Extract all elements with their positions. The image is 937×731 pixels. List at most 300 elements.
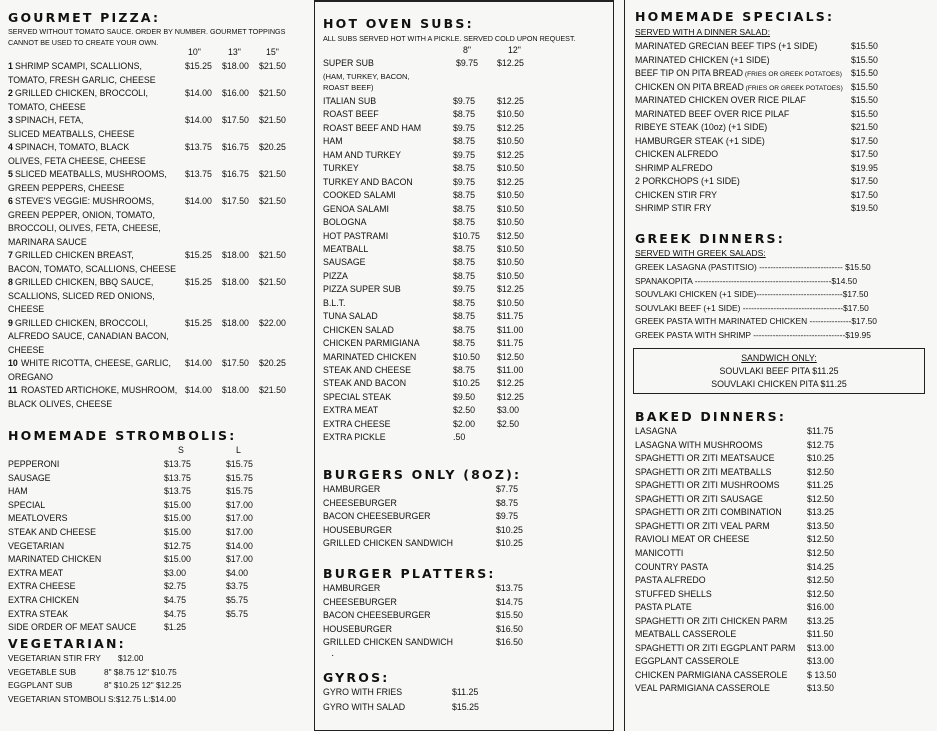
special-name: SHRIMP STIR FRY — [635, 203, 712, 213]
pizza-item-name: ROASTED ARTICHOKE, MUSHROOM, — [21, 385, 178, 395]
greek-item: GREEK LASAGNA (PASTITSIO) ------------------------------ $15.50 — [635, 262, 871, 272]
price-8: .50 — [453, 432, 466, 443]
price-12: $10.50 — [497, 203, 524, 214]
baked-name: LASAGNA — [635, 426, 677, 436]
stromboli-name: SPECIAL — [8, 499, 46, 510]
sub-row — [315, 351, 613, 365]
price-8: $10.75 — [453, 230, 480, 241]
special-row — [625, 94, 937, 108]
sub-name: TUNA SALAD — [323, 311, 378, 322]
burger-row-price: $10.25 — [496, 538, 523, 548]
price-13: $17.50 — [222, 358, 249, 368]
burger-row-name: CHEESEBURGER — [323, 497, 397, 508]
subs-note: ALL SUBS SERVED HOT WITH A PICKLE. SERVED COLD UPON REQUEST. — [323, 34, 576, 43]
price-10: $14.00 — [185, 385, 212, 395]
stromboli-row — [0, 499, 300, 513]
pizza-number: 5 — [8, 169, 13, 179]
greek-item: GREEK PASTA WITH SHRIMP ---------------------------------$19.95 — [635, 329, 871, 340]
special-name: MARINATED GRECIAN BEEF TIPS (+1 SIDE) — [635, 41, 818, 51]
pizza-number: 2 — [8, 88, 13, 98]
sub-name: B.L.T. — [323, 297, 346, 308]
price-small: $15.00 — [164, 527, 191, 537]
sandwich-only-box — [633, 348, 925, 394]
pizza-item-name: BROCCOLI, OLIVES, FETA, CHEESE, — [8, 223, 161, 233]
price-12: $10.50 — [497, 217, 524, 228]
baked-name: COUNTRY PASTA — [635, 561, 709, 572]
price-small: $15.00 — [164, 513, 191, 524]
special-name: MARINATED BEEF OVER RICE PILAF — [635, 108, 790, 119]
price-12: $10.50 — [497, 109, 524, 120]
baked-name: SPAGHETTI OR ZITI MEATSAUCE — [635, 453, 775, 464]
sub-row — [315, 377, 613, 391]
baked-name: SPAGHETTI OR ZITI EGGPLANT PARM — [635, 642, 796, 653]
gourmet-pizza-title: GOURMET PIZZA: — [8, 10, 161, 25]
price-small: $4.75 — [164, 608, 187, 619]
stromboli-row — [0, 567, 300, 581]
column-left — [0, 0, 300, 731]
stromboli-row — [0, 458, 300, 472]
price-small: $13.75 — [164, 459, 191, 469]
burger-row-name: HOUSEBURGER — [323, 524, 392, 535]
price-small: $4.75 — [164, 595, 187, 605]
vegetarian-name: VEGETARIAN STIR FRY — [8, 653, 101, 663]
platter-row — [315, 623, 613, 637]
special-row — [625, 148, 937, 162]
pizza-number: 10 — [8, 358, 18, 368]
stromboli-row — [0, 512, 300, 526]
sub-row — [315, 404, 613, 418]
platter-row-price: $16.50 — [496, 623, 523, 634]
special-name: CHICKEN ALFREDO — [635, 149, 719, 159]
size-12: 12" — [508, 45, 521, 55]
baked-name: EGGPLANT CASSEROLE — [635, 656, 739, 667]
sub-name: TURKEY AND BACON — [323, 176, 413, 187]
platter-row-price: $16.50 — [496, 637, 523, 647]
sub-name: COOKED SALAMI — [323, 190, 396, 201]
price-12: $10.50 — [497, 257, 524, 268]
sub-name: HOT PASTRAMI — [323, 230, 389, 241]
baked-price: $12.50 — [807, 466, 834, 477]
price-large: $15.75 — [226, 486, 253, 497]
sub-row — [315, 310, 613, 324]
baked-price: $13.50 — [807, 683, 834, 694]
sub-name: HAM — [323, 136, 343, 147]
price-15: $21.50 — [259, 115, 286, 125]
special-row — [625, 202, 937, 216]
homemade-specials-title: HOMEMADE SPECIALS: — [635, 9, 835, 24]
gourmet-pizza-note: SERVED WITHOUT TOMATO SAUCE. ORDER BY NUMBER. GOURMET TOPPINGS CANNOT BE USED TO CREATE YOUR OWN. — [8, 27, 286, 47]
baked-row — [625, 493, 937, 507]
greek-row — [625, 329, 937, 343]
price-small: $13.75 — [164, 472, 191, 483]
pizza-item — [0, 276, 300, 290]
price-15: $21.50 — [259, 88, 286, 98]
price-small: $3.00 — [164, 567, 187, 578]
pizza-item — [0, 87, 300, 101]
sub-row — [315, 283, 613, 297]
gyros-title: GYROS: — [323, 670, 390, 685]
baked-row — [625, 615, 937, 629]
greek-row — [625, 302, 937, 316]
price-large: $5.75 — [226, 608, 249, 619]
price-8: $9.50 — [453, 391, 476, 402]
baked-name: MANICOTTI — [635, 547, 684, 558]
baked-row — [625, 466, 937, 480]
special-name: BEEF TIP ON PITA BREAD (FRIES OR GREEK POTATOES) — [635, 68, 842, 78]
baked-name: RAVIOLI MEAT OR CHEESE — [635, 534, 750, 545]
baked-name: LASAGNA WITH MUSHROOMS — [635, 439, 763, 450]
sub-name: ITALIAN SUB — [323, 96, 377, 106]
baked-name: CHICKEN PARMIGIANA CASSEROLE — [635, 669, 788, 680]
baked-row — [625, 588, 937, 602]
pizza-number: 11 — [8, 385, 18, 395]
price-12: $10.50 — [497, 190, 524, 201]
sub-name: SPECIAL STEAK — [323, 391, 392, 402]
baked-row — [625, 669, 937, 683]
vegetarian-title: VEGETARIAN: — [8, 636, 126, 651]
price-13: $18.00 — [222, 277, 249, 287]
sub-row — [315, 108, 613, 122]
size-8: 8" — [463, 45, 472, 55]
price-13: $18.00 — [222, 61, 249, 71]
price-small: $13.75 — [164, 486, 191, 497]
sub-name: STEAK AND CHEESE — [323, 365, 411, 375]
pizza-item-name: GREEN PEPPER, ONION, TOMATO, — [8, 209, 155, 220]
baked-row — [625, 642, 937, 656]
pizza-item-name: GREEN PEPPERS, CHEESE — [8, 182, 125, 193]
special-name: SHRIMP ALFREDO — [635, 162, 713, 173]
sandwich-line-beef: SOUVLAKI BEEF PITA $11.25 — [719, 366, 839, 376]
pizza-item-desc — [0, 263, 300, 277]
baked-price: $16.00 — [807, 602, 834, 613]
sandwich-only-title: SANDWICH ONLY: — [741, 353, 817, 363]
price-8: $8.75 — [453, 136, 476, 147]
price-13: $18.00 — [222, 385, 249, 395]
sub-name: MEATBALL — [323, 243, 369, 254]
pizza-item — [0, 141, 300, 155]
greek-dinners-title: GREEK DINNERS: — [635, 231, 785, 246]
stromboli-row — [0, 594, 300, 608]
burger-row-price: $8.75 — [496, 497, 519, 508]
price-15: $21.50 — [259, 61, 286, 71]
pizza-item-name: GRILLED CHICKEN BREAST, — [15, 250, 134, 260]
price-10: $13.75 — [185, 169, 212, 179]
price-12: $12.25 — [497, 391, 524, 402]
price-8: $8.75 — [453, 257, 476, 268]
price-15: $20.25 — [259, 142, 286, 152]
vegetarian-row — [0, 693, 300, 707]
baked-row — [625, 425, 937, 439]
stromboli-size-header — [0, 444, 300, 458]
special-name: CHICKEN STIR FRY — [635, 189, 717, 200]
pizza-item-desc — [0, 236, 300, 250]
sub-row — [315, 162, 613, 176]
sub-row — [315, 122, 613, 136]
baked-price: $11.75 — [807, 426, 834, 436]
baked-dinners-title: BAKED DINNERS: — [635, 409, 787, 424]
baked-price: $13.00 — [807, 642, 834, 653]
stromboli-row — [0, 580, 300, 594]
pizza-item — [0, 195, 300, 209]
baked-name: PASTA PLATE — [635, 602, 692, 613]
special-price: $19.50 — [851, 203, 878, 213]
price-small: $15.00 — [164, 499, 191, 510]
column-right — [624, 0, 937, 731]
baked-row — [625, 533, 937, 547]
baked-row — [625, 506, 937, 520]
special-price: $21.50 — [851, 122, 878, 132]
special-row — [625, 121, 937, 135]
greek-item: SOUVLAKI CHICKEN (+1 SIDE)-------------------------------$17.50 — [635, 289, 869, 299]
sub-name: GENOA SALAMI — [323, 203, 389, 214]
price-10: $15.25 — [185, 277, 212, 287]
baked-name: SPAGHETTI OR ZITI MUSHROOMS — [635, 480, 780, 491]
burger-row-price: $7.75 — [496, 484, 519, 494]
burger-row-name: HAMBURGER — [323, 484, 381, 494]
pizza-size-header — [0, 46, 300, 60]
baked-name: PASTA ALFREDO — [635, 575, 706, 586]
vegetarian-row — [0, 679, 300, 693]
pizza-item-name: SPINACH, TOMATO, BLACK — [15, 142, 130, 152]
price-12: $12.25 — [497, 176, 524, 187]
baked-row — [625, 574, 937, 588]
size-15: 15" — [266, 47, 279, 57]
stromboli-row — [0, 472, 300, 486]
burger-row — [315, 510, 613, 524]
baked-price: $10.25 — [807, 453, 834, 464]
pizza-item-name: GRILLED CHICKEN, BROCCOLI, — [15, 88, 148, 98]
pizza-number: 6 — [8, 196, 13, 206]
sub-row — [315, 149, 613, 163]
special-name: RIBEYE STEAK (10oz) (+1 SIDE) — [635, 122, 768, 132]
baked-price: $12.50 — [807, 588, 834, 599]
baked-row — [625, 479, 937, 493]
special-price: $15.50 — [851, 81, 878, 92]
baked-price: $14.25 — [807, 561, 834, 572]
price-small: $1.25 — [164, 622, 187, 633]
sub-row — [315, 297, 613, 311]
price-12: $12.25 — [497, 122, 524, 133]
pizza-item — [0, 60, 300, 74]
pizza-number: 1 — [8, 61, 13, 71]
price-10: $14.00 — [185, 358, 212, 368]
platter-row — [315, 596, 613, 610]
special-name: 2 PORKCHOPS (+1 SIDE) — [635, 176, 740, 186]
price-13: $16.75 — [222, 169, 249, 179]
price-10: $14.00 — [185, 115, 212, 125]
baked-name: SPAGHETTI OR ZITI COMBINATION — [635, 507, 782, 518]
strombolis-title: HOMEMADE STROMBOLIS: — [8, 428, 237, 443]
pizza-item-name: STEVE'S VEGGIE: MUSHROOMS, — [15, 196, 155, 206]
size-10: 10" — [188, 47, 201, 57]
baked-price: $11.25 — [807, 480, 834, 491]
stromboli-row — [0, 485, 300, 499]
baked-row — [625, 682, 937, 696]
stromboli-name: EXTRA CHEESE — [8, 581, 76, 592]
greek-item: SOUVLAKI BEEF (+1 SIDE) ------------------------------------$17.50 — [635, 302, 869, 313]
sub-name: STEAK AND BACON — [323, 378, 407, 389]
price-15: $21.50 — [259, 385, 286, 395]
vegetarian-price: $12.00 — [118, 653, 144, 663]
platter-row — [315, 609, 613, 623]
pizza-item — [0, 114, 300, 128]
price-8: $9.75 — [453, 284, 476, 295]
price-large: $4.00 — [226, 567, 249, 578]
baked-row — [625, 601, 937, 615]
baked-name: STUFFED SHELLS — [635, 588, 712, 599]
sub-name: ROAST BEEF — [323, 109, 379, 120]
pizza-item-desc — [0, 209, 300, 223]
price-12: $10.50 — [497, 297, 524, 308]
pizza-item — [0, 317, 300, 331]
pizza-item-name: SLICED MEATBALLS, MUSHROOMS, — [15, 169, 167, 179]
pizza-item-name: SCALLIONS, SLICED RED ONIONS, — [8, 290, 155, 301]
vegetarian-price: S:$12.75 L:$14.00 — [108, 693, 176, 704]
gyro-row-price: $11.25 — [452, 687, 479, 697]
price-10: $14.00 — [185, 196, 212, 206]
price-12: $11.75 — [497, 311, 524, 322]
baked-row — [625, 452, 937, 466]
baked-row — [625, 628, 937, 642]
baked-price: $12.75 — [807, 439, 834, 450]
sub-row — [315, 230, 613, 244]
baked-price: $13.25 — [807, 615, 834, 626]
size-l: L — [236, 445, 241, 455]
special-price: $15.50 — [851, 108, 878, 119]
special-price: $15.50 — [851, 54, 878, 65]
price-large: $17.00 — [226, 499, 253, 510]
price-12: $12.25 — [497, 149, 524, 160]
sub-name: PIZZA SUPER SUB — [323, 284, 401, 295]
super-sub-desc: (HAM, TURKEY, BACON, ROAST BEEF) — [323, 72, 410, 92]
burger-row-price: $10.25 — [496, 524, 523, 535]
pizza-item-desc — [0, 182, 300, 196]
price-13: $18.00 — [222, 317, 249, 328]
stromboli-name: SAUSAGE — [8, 472, 51, 483]
price-8: $8.75 — [453, 365, 476, 375]
sub-name: EXTRA PICKLE — [323, 432, 386, 443]
stromboli-name: PEPPERONI — [8, 459, 60, 469]
vegetarian-name: VEGETARIAN STOMBOLI — [8, 693, 106, 704]
sub-row — [315, 243, 613, 257]
price-large: $15.75 — [226, 472, 253, 483]
special-row — [625, 67, 937, 81]
platter-row-name: HAMBURGER — [323, 583, 381, 593]
special-price: $17.50 — [851, 176, 878, 186]
price-12: $12.25 — [497, 378, 524, 389]
pizza-item-desc — [0, 74, 300, 88]
sub-name: PIZZA — [323, 270, 348, 281]
special-row — [625, 108, 937, 122]
baked-name: MEATBALL CASSEROLE — [635, 629, 737, 640]
price-8: $8.75 — [453, 217, 476, 228]
platter-row-name: CHEESEBURGER — [323, 596, 397, 607]
price-15: $21.50 — [259, 196, 286, 206]
sub-row — [315, 431, 613, 445]
price-8: $8.75 — [453, 338, 476, 349]
price-8: $8.75 — [453, 324, 476, 335]
stromboli-name: SIDE ORDER OF MEAT SAUCE — [8, 622, 137, 633]
price-large: $5.75 — [226, 595, 249, 605]
stromboli-row — [0, 540, 300, 554]
vegetarian-price: 8" $10.25 12" $12.25 — [104, 680, 182, 691]
price-large: $17.00 — [226, 527, 253, 537]
price-large: $3.75 — [226, 581, 249, 592]
pizza-number: 4 — [8, 142, 13, 152]
specials-subtitle: SERVED WITH A DINNER SALAD: — [635, 27, 770, 37]
stromboli-name: HAM — [8, 486, 28, 497]
price-8: $10.25 — [453, 378, 480, 389]
sub-name: SAUSAGE — [323, 257, 366, 268]
pizza-item-desc — [0, 303, 300, 317]
special-row — [625, 189, 937, 203]
pizza-item-name: MARINARA SAUCE — [8, 236, 87, 247]
price-large: $15.75 — [226, 459, 253, 469]
special-price: $17.50 — [851, 135, 878, 146]
bullet-mark: · — [331, 650, 335, 661]
price-15: $21.50 — [259, 169, 286, 179]
baked-price: $12.50 — [807, 493, 834, 504]
platter-row-name: GRILLED CHICKEN SANDWICH — [323, 637, 454, 647]
baked-row — [625, 520, 937, 534]
sub-name: BOLOGNA — [323, 217, 367, 228]
size-13: 13" — [228, 47, 241, 57]
price-8: $8.75 — [453, 109, 476, 120]
baked-price: $ 13.50 — [807, 669, 837, 680]
special-name: HAMBURGER STEAK (+1 SIDE) — [635, 135, 765, 146]
sub-row — [315, 189, 613, 203]
stromboli-row — [0, 526, 300, 540]
pizza-item-name: CHEESE — [8, 304, 45, 314]
burger-row — [315, 524, 613, 538]
price-15: $20.25 — [259, 358, 286, 368]
price-10: $13.75 — [185, 142, 212, 152]
price-8: $9.75 — [453, 96, 476, 106]
greek-row — [625, 275, 937, 289]
special-price: $15.50 — [851, 68, 878, 78]
greek-item: SPANAKOPITA -------------------------------------------------$14.50 — [635, 275, 857, 286]
sub-row — [315, 418, 613, 432]
gyro-row-name: GYRO WITH SALAD — [323, 702, 406, 712]
platter-row-price: $13.75 — [496, 583, 523, 593]
price-15: $21.50 — [259, 250, 286, 260]
pizza-item — [0, 249, 300, 263]
gyro-row — [315, 701, 613, 715]
sub-row — [315, 95, 613, 109]
price-10: $14.00 — [185, 88, 212, 98]
stromboli-name: EXTRA CHICKEN — [8, 595, 79, 605]
greek-row — [625, 288, 937, 302]
pizza-item-desc — [0, 155, 300, 169]
price-12: $10.50 — [497, 136, 524, 147]
burger-row — [315, 537, 613, 551]
price-15: $22.00 — [259, 317, 286, 328]
pizza-item-name: SPINACH, FETA, — [15, 115, 84, 125]
burger-row — [315, 497, 613, 511]
special-name: CHICKEN ON PITA BREAD (FRIES OR GREEK POTATOES) — [635, 81, 843, 92]
price-small: $2.75 — [164, 581, 187, 592]
pizza-item-name: SLICED MEATBALLS, CHEESE — [8, 128, 135, 139]
pizza-item-name: BLACK OLIVES, CHEESE — [8, 398, 113, 409]
sub-row — [315, 391, 613, 405]
price-8: $9.75 — [453, 149, 476, 160]
baked-row — [625, 439, 937, 453]
price-large: $17.00 — [226, 554, 253, 565]
price-large: $17.00 — [226, 513, 253, 524]
price-12: $12.50 — [497, 351, 524, 362]
special-name: MARINATED CHICKEN OVER RICE PILAF — [635, 95, 806, 105]
price-8: $9.75 — [453, 176, 476, 187]
